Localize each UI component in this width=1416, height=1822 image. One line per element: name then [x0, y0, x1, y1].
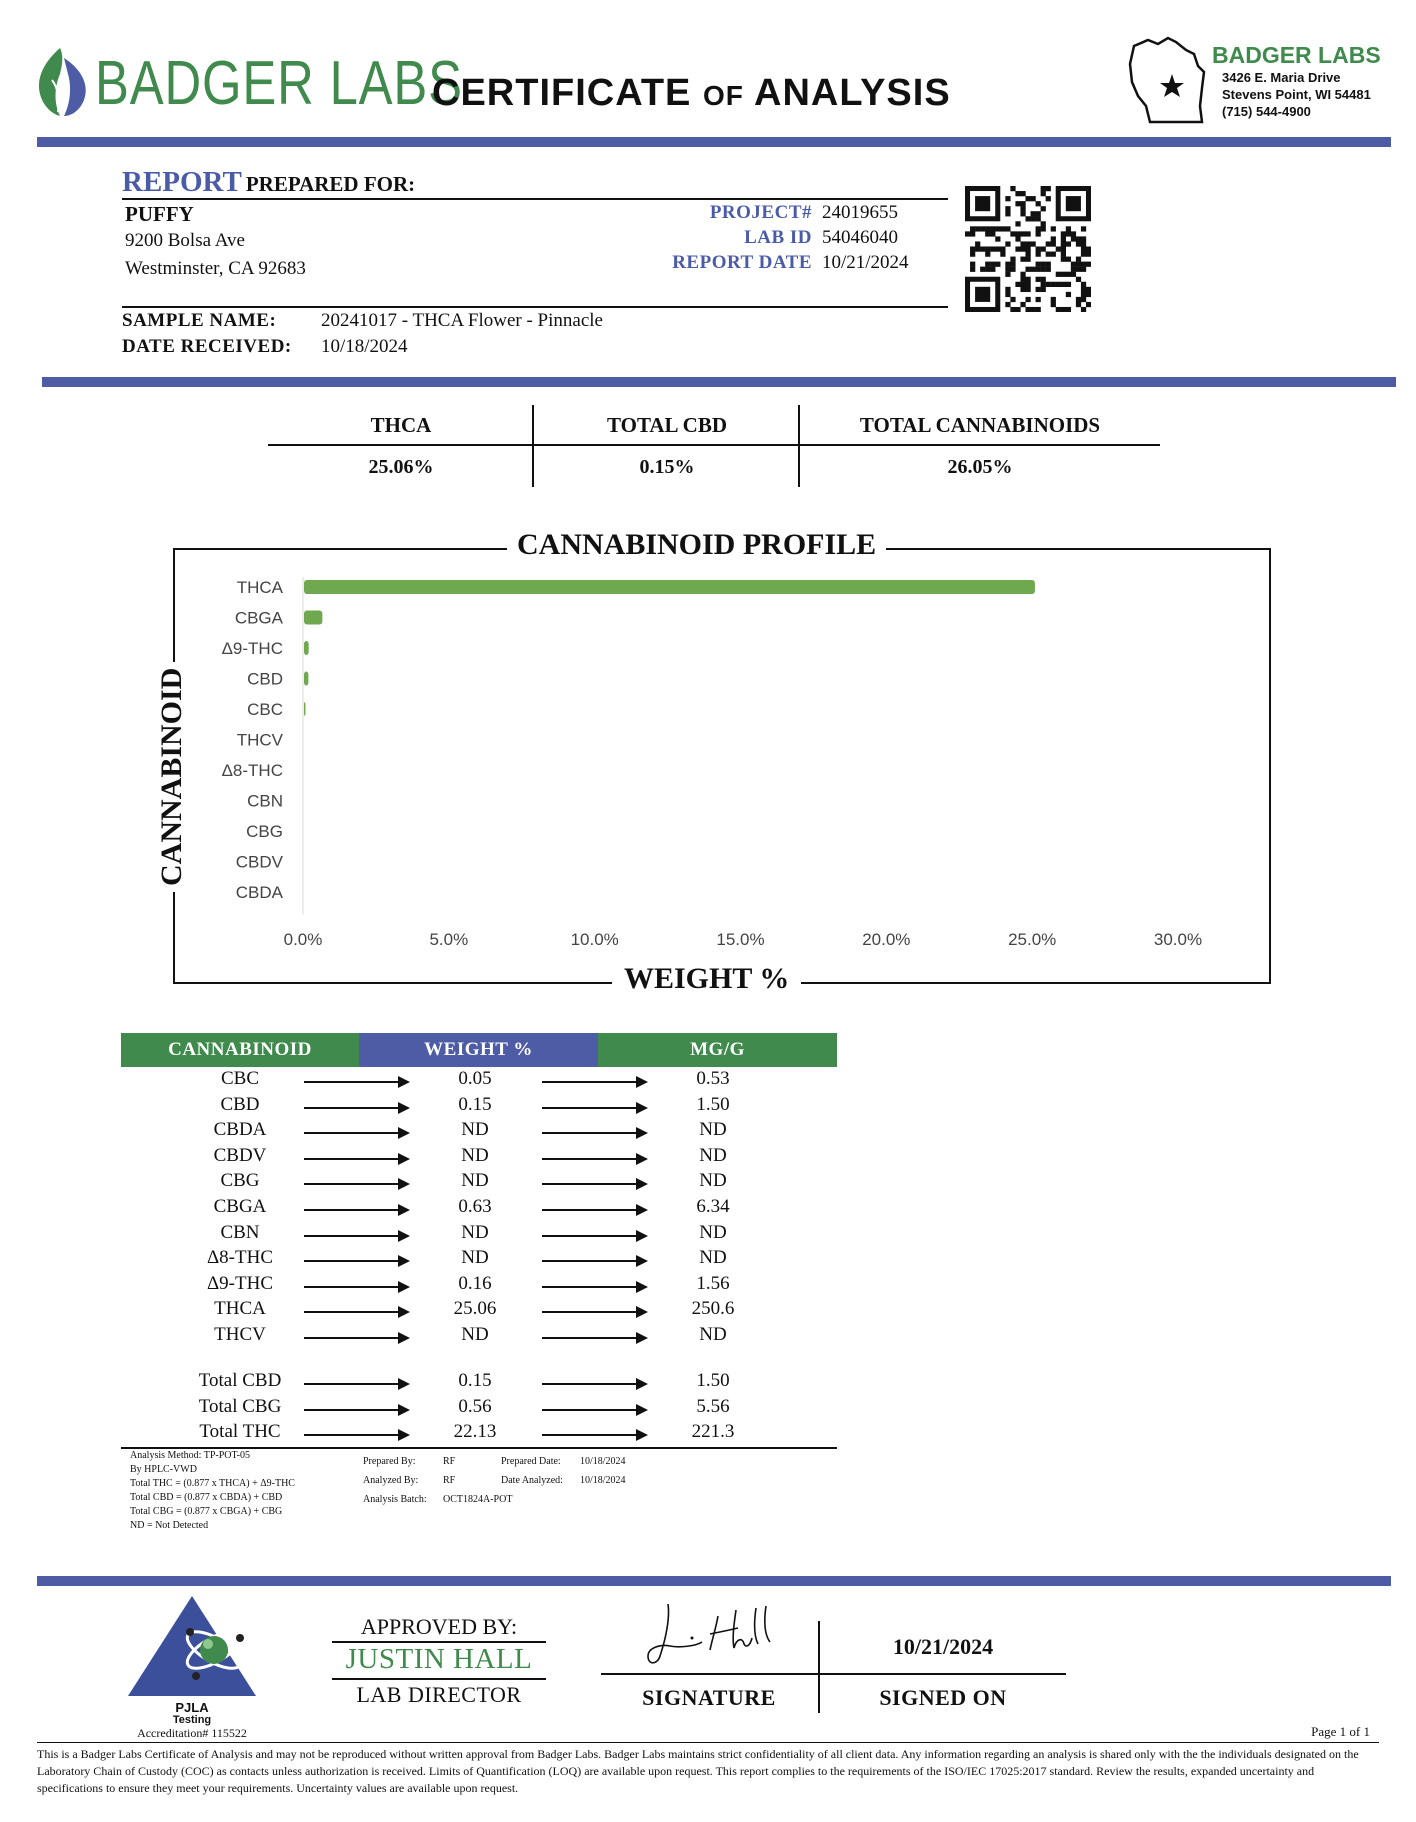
- analyzed-by-label: Analyzed By:: [363, 1475, 419, 1486]
- table-cell-weight: ND: [461, 1119, 489, 1141]
- chart-category-label: CBG: [246, 822, 283, 841]
- table-cell-mgg: ND: [699, 1247, 727, 1269]
- pjla-accreditation-number: Accreditation# 115522: [137, 1726, 247, 1740]
- table-cell-mgg: ND: [699, 1170, 727, 1192]
- qr-code-icon[interactable]: [965, 186, 1091, 312]
- pjla-testing-label: Testing: [172, 1714, 212, 1726]
- chart-category-label: CBN: [247, 791, 283, 811]
- chart-category-label: CBDA: [235, 883, 283, 902]
- table-cell-mgg: 1.56: [696, 1272, 730, 1294]
- address-brand: BADGER LABS: [1212, 42, 1381, 68]
- arrow-icon: [304, 1158, 408, 1160]
- table-cell-cannabinoid: CBN: [220, 1221, 260, 1243]
- prepared-for-label: PREPARED FOR:: [245, 172, 416, 196]
- address-city: Stevens Point, WI 54481: [1222, 87, 1371, 102]
- arrow-icon: [542, 1311, 646, 1313]
- badger-leaf-logo-icon: [34, 44, 92, 118]
- address-street: 3426 E. Maria Drive: [1222, 70, 1341, 85]
- client-name: PUFFY: [125, 202, 194, 226]
- table-cell-cannabinoid: THCV: [214, 1324, 266, 1345]
- client-street: 9200 Bolsa Ave: [125, 230, 245, 251]
- table-cell-cannabinoid: THCA: [214, 1298, 266, 1320]
- table-cell-cannabinoid: CBDA: [213, 1119, 267, 1141]
- chart-tick-label: 30.0%: [1153, 930, 1203, 949]
- chart-tick-label: 10.0%: [570, 930, 619, 949]
- prepared-by-value: RF: [443, 1456, 456, 1467]
- arrow-icon: [304, 1409, 408, 1411]
- summary-label-total-cbd: TOTAL CBD: [606, 413, 727, 437]
- disclaimer-rule: [37, 1742, 1379, 1743]
- table-cell-weight: 25.06: [453, 1298, 497, 1320]
- title-part-certificate: CERTIFICATE: [432, 72, 692, 114]
- approver-name: JUSTIN HALL: [345, 1643, 533, 1675]
- table-cell-mgg: 0.53: [696, 1068, 730, 1089]
- analyzed-date-value: 10/18/2024: [580, 1475, 626, 1486]
- arrow-icon: [542, 1183, 646, 1185]
- table-cell-cannabinoid: CBC: [220, 1068, 260, 1089]
- method-note-line: Total CBG = (0.877 x CBGA) + CBG: [130, 1506, 283, 1517]
- arrow-icon: [542, 1260, 646, 1262]
- table-cell-mgg: 221.3: [691, 1421, 735, 1443]
- chart-y-axis-title: CANNABINOID: [155, 662, 189, 892]
- method-note-line: Total CBD = (0.877 x CBDA) + CBD: [130, 1492, 283, 1503]
- chart-bar: [304, 580, 1035, 594]
- arrow-icon: [542, 1409, 646, 1411]
- handwritten-signature: [640, 1598, 790, 1672]
- table-cell-mgg: 1.50: [696, 1093, 730, 1115]
- arrow-icon: [542, 1209, 646, 1211]
- arrow-icon: [542, 1434, 646, 1436]
- arrow-icon: [304, 1132, 408, 1134]
- table-cell-cannabinoid: Δ9-THC: [206, 1272, 274, 1294]
- table-cell-weight: 22.13: [453, 1421, 497, 1443]
- pjla-accreditation-logo-icon: [124, 1592, 260, 1700]
- method-note-line: By HPLC-VWD: [130, 1464, 197, 1475]
- arrow-icon: [542, 1383, 646, 1385]
- wisconsin-map-icon: [1128, 32, 1212, 126]
- arrow-icon: [304, 1235, 408, 1237]
- method-note-line: ND = Not Detected: [130, 1520, 209, 1531]
- arrow-icon: [304, 1081, 408, 1083]
- analyzed-date-label: Date Analyzed:: [501, 1475, 563, 1486]
- chart-bar: [304, 702, 305, 716]
- arrow-icon: [542, 1286, 646, 1288]
- chart-category-label: THCA: [236, 578, 283, 597]
- table-cell-weight: 0.56: [458, 1395, 492, 1417]
- table-header-weight: WEIGHT %: [359, 1033, 598, 1067]
- chart-category-label: CBGA: [234, 608, 283, 628]
- client-city: Westminster, CA 92683: [125, 258, 306, 279]
- pjla-label: PJLA: [175, 1700, 209, 1715]
- table-cell-weight: ND: [461, 1170, 489, 1192]
- arrow-icon: [542, 1158, 646, 1160]
- report-date-label: REPORT DATE: [672, 252, 812, 273]
- report-rule: [42, 377, 1396, 387]
- chart-category-label: CBDV: [235, 852, 283, 872]
- arrow-icon: [304, 1434, 408, 1436]
- project-value: 24019655: [822, 202, 898, 223]
- chart-category-label: CBC: [247, 700, 283, 719]
- title-part-analysis: ANALYSIS: [754, 72, 951, 114]
- footer-rule: [37, 1576, 1391, 1586]
- table-cell-weight: ND: [461, 1221, 489, 1243]
- arrow-icon: [304, 1183, 408, 1185]
- address-phone: (715) 544-4900: [1222, 104, 1311, 119]
- chart-bar: [304, 641, 309, 655]
- summary-label-total-cannabinoids: TOTAL CANNABINOIDS: [859, 413, 1101, 437]
- chart-bar: [304, 672, 308, 686]
- summary-label-thca: THCA: [370, 413, 432, 437]
- chart-title: CANNABINOID PROFILE: [507, 528, 886, 562]
- page-number: Page 1 of 1: [1311, 1724, 1370, 1739]
- approved-by-label: APPROVED BY:: [360, 1614, 518, 1639]
- chart-category-label: Δ9-THC: [221, 639, 283, 658]
- summary-value-total-cannabinoids: 26.05%: [947, 456, 1013, 478]
- table-cell-mgg: ND: [699, 1324, 727, 1345]
- labid-value: 54046040: [822, 227, 898, 248]
- table-cell-mgg: 1.50: [696, 1370, 730, 1391]
- sample-name-label: SAMPLE NAME:: [122, 310, 277, 331]
- summary-col-sep-2: [798, 405, 800, 487]
- chart-tick-label: 15.0%: [716, 930, 765, 949]
- chart-tick-label: 0.0%: [283, 930, 323, 949]
- date-received-value: 10/18/2024: [321, 336, 408, 357]
- summary-value-total-cbd: 0.15%: [639, 456, 695, 478]
- report-top-line: [122, 198, 948, 200]
- batch-label: Analysis Batch:: [363, 1494, 427, 1505]
- signed-on-date: 10/21/2024: [892, 1634, 994, 1659]
- total-cell-name: Total CBG: [198, 1395, 282, 1417]
- summary-value-thca: 25.06%: [368, 456, 434, 478]
- title-part-of: OF: [702, 80, 744, 111]
- project-label: PROJECT#: [709, 202, 812, 223]
- arrow-icon: [304, 1209, 408, 1211]
- sample-name-value: 20241017 - THCA Flower - Pinnacle: [321, 310, 603, 331]
- report-date-value: 10/21/2024: [822, 252, 909, 273]
- table-cell-weight: 0.15: [458, 1370, 492, 1391]
- summary-col-sep-1: [532, 405, 534, 487]
- chart-category-label: Δ8-THC: [221, 761, 283, 780]
- table-cell-mgg: 5.56: [696, 1395, 730, 1417]
- summary-table: [268, 405, 1160, 487]
- report-bottom-line: [122, 306, 948, 308]
- table-cell-weight: 0.63: [458, 1196, 492, 1217]
- table-header-mgg: MG/G: [598, 1033, 837, 1067]
- table-cell-mgg: ND: [699, 1119, 727, 1141]
- table-cell-mgg: ND: [699, 1221, 727, 1243]
- method-note-line: Total THC = (0.877 x THCA) + Δ9-THC: [130, 1478, 295, 1489]
- table-cell-weight: ND: [461, 1324, 489, 1345]
- chart-tick-label: 20.0%: [862, 930, 911, 949]
- chart-category-label: THCV: [236, 730, 283, 750]
- signed-on-label: SIGNED ON: [879, 1685, 1007, 1710]
- chart-x-axis-title: WEIGHT %: [612, 962, 801, 996]
- prepared-date-value: 10/18/2024: [580, 1456, 626, 1467]
- arrow-icon: [542, 1081, 646, 1083]
- arrow-icon: [542, 1132, 646, 1134]
- header-rule: [37, 137, 1391, 147]
- arrow-icon: [542, 1107, 646, 1109]
- table-cell-weight: 0.05: [458, 1068, 492, 1089]
- table-cell-weight: 0.16: [458, 1272, 492, 1294]
- table-cell-cannabinoid: Δ8-THC: [206, 1247, 274, 1269]
- table-header-cannabinoid: CANNABINOID: [121, 1033, 359, 1067]
- table-cell-mgg: 6.34: [696, 1196, 730, 1217]
- table-cell-weight: ND: [461, 1144, 489, 1166]
- summary-divider: [268, 444, 1160, 446]
- document-title: [432, 72, 951, 115]
- chart-tick-label: 25.0%: [1008, 930, 1057, 949]
- arrow-icon: [304, 1260, 408, 1262]
- prepared-date-label: Prepared Date:: [501, 1456, 561, 1467]
- batch-value: OCT1824A-POT: [443, 1494, 513, 1505]
- table-cell-mgg: 250.6: [691, 1298, 735, 1320]
- signature-label: SIGNATURE: [642, 1685, 776, 1710]
- approver-title: LAB DIRECTOR: [356, 1682, 522, 1707]
- approved-by-line-bottom: [332, 1678, 546, 1680]
- arrow-icon: [542, 1337, 646, 1339]
- disclaimer-text: This is a Badger Labs Certificate of Analysis and may not be reproduced without written approval from Badger Labs. Badger Labs maintains strict confidentiality of all client data. Any information regarding an analysis is shared only with the the individuals designated on the Laboratory Chain of Custody (COC) as contacts unless authorization is received. Limits of Quantification (LOQ) are available upon request. This report complies to the requirements of the ISO/IEC 17025:2017 standard. Review the results, expanded uncertainty and specifications to ensure they meet your requirements. Uncertainty values are available upon request.: [37, 1747, 1359, 1795]
- arrow-icon: [542, 1235, 646, 1237]
- chart-bar: [304, 611, 322, 625]
- date-received-label: DATE RECEIVED:: [122, 336, 292, 357]
- chart-category-label: CBD: [247, 669, 283, 689]
- total-cell-name: Total CBD: [198, 1370, 282, 1391]
- table-cell-weight: 0.15: [458, 1093, 492, 1115]
- arrow-icon: [304, 1107, 408, 1109]
- method-note-line: Analysis Method: TP-POT-05: [130, 1450, 251, 1461]
- report-prepared-for: [122, 166, 415, 199]
- table-cell-cannabinoid: CBGA: [213, 1196, 267, 1217]
- chart-tick-label: 5.0%: [429, 930, 469, 949]
- analyzed-by-value: RF: [443, 1475, 456, 1486]
- table-cell-cannabinoid: CBDV: [213, 1144, 267, 1166]
- table-cell-weight: ND: [461, 1247, 489, 1269]
- arrow-icon: [304, 1311, 408, 1313]
- cannabinoid-profile-chart: [173, 560, 1269, 970]
- brand-wordmark: BADGER LABS: [95, 49, 463, 118]
- arrow-icon: [304, 1286, 408, 1288]
- signature-line: [601, 1673, 1066, 1675]
- total-cell-name: Total THC: [199, 1421, 281, 1443]
- report-label: REPORT: [122, 166, 242, 198]
- table-cell-cannabinoid: CBG: [220, 1170, 260, 1192]
- table-cell-cannabinoid: CBD: [220, 1093, 260, 1115]
- arrow-icon: [304, 1337, 408, 1339]
- labid-label: LAB ID: [744, 227, 812, 248]
- prepared-by-label: Prepared By:: [363, 1456, 416, 1467]
- table-cell-mgg: ND: [699, 1144, 727, 1166]
- arrow-icon: [304, 1383, 408, 1385]
